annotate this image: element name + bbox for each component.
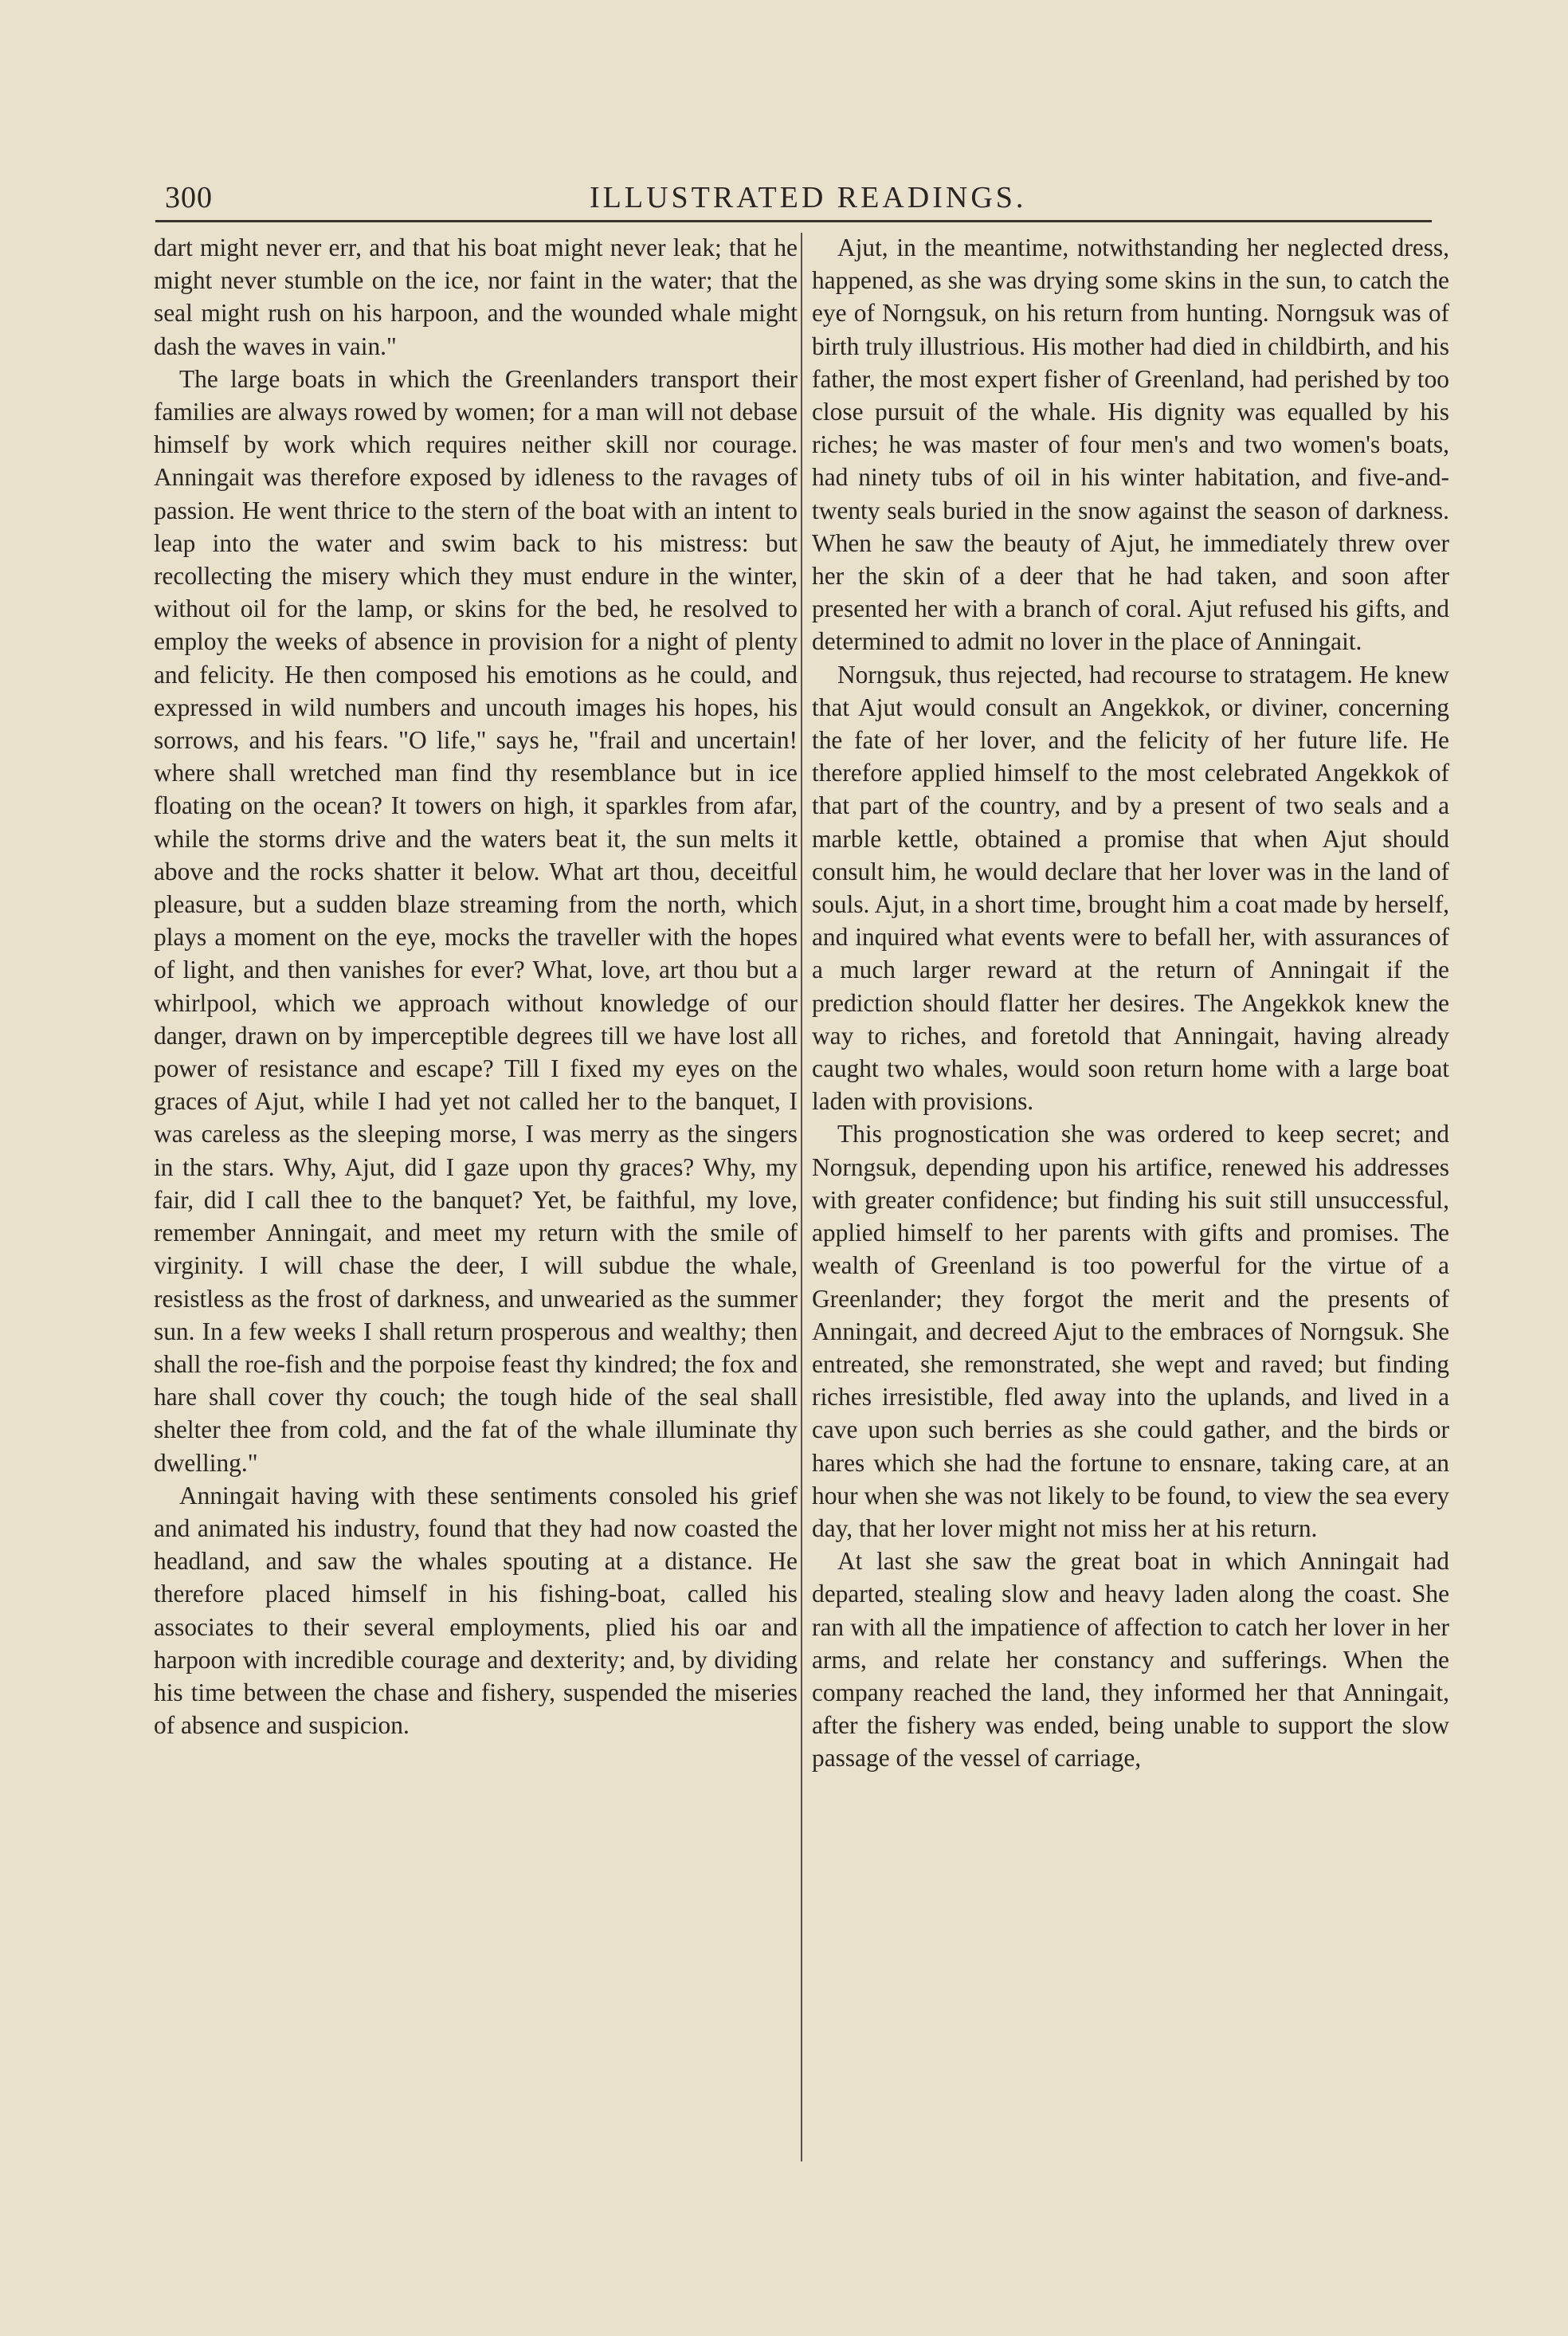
paragraph: Ajut, in the meantime, notwithstanding her neglected dress, happened, as she was drying some skins in the sun, to catch the eye of Norngsuk, on his return from hunting. Norngsuk was of birth truly illustrious. His mother had died in childbirth, and his father, the most expert fisher of Greenland, had perished by too close pursuit of the whale. His dignity was equalled by his riches; he was master of four men's and two women's boats, had ninety tubs of oil in his winter habitation, and five-and-twenty seals buried in the snow against the season of darkness. When he saw the beauty of Ajut, he immediately threw over her the skin of a deer that he had taken, and soon after presented her with a branch of coral. Ajut refused his gifts, and determined to admit no lover in the place of Anningait. (812, 234, 1449, 656)
paragraph: This prognostication she was ordered to keep secret; and Norngsuk, depending upon his artifice, renewed his addresses with greater confidence; but finding his suit still unsuccessful, applied himself to her parents with gifts and promises. The wealth of Greenland is too powerful for the virtue of a Greenlander; they forgot the merit and the presents of Anningait, and decreed Ajut to the embraces of Norngsuk. She entreated, she remonstrated, she wept and raved; but finding riches irresistible, fled away into the uplands, and lived in a cave upon such berries as she could gather, and the birds or hares which she had the fortune to ensnare, taking care, at an hour when she was not likely to be found, to view the sea every day, that her lover might not miss her at his return. (812, 1120, 1449, 1542)
page-number: 300 (165, 181, 213, 214)
left-column (154, 231, 798, 1741)
paragraph: dart might never err, and that his boat might never leak; that he might never stumble on the ice, nor faint in the water; that the seal might rush on his harpoon, and the wounded whale might dash the waves in vain." (154, 234, 798, 360)
column-divider (801, 233, 802, 2161)
right-column (812, 231, 1449, 1775)
paragraph: Anningait having with these sentiments consoled his grief and animated his industry, found that they had now coasted the headland, and saw the whales spouting at a distance. He therefore placed himself in his fishing-boat, called his associates to their several employments, plied his oar and harpoon with incredible courage and dexterity; and, by dividing his time between the chase and fishery, suspended the miseries of absence and suspicion. (154, 1481, 798, 1740)
header-rule (155, 220, 1432, 222)
paragraph: At last she saw the great boat in which Anningait had departed, stealing slow and heavy laden along the coast. She ran with all the impatience of affection to catch her lover in her arms, and relate her constancy and sufferings. When the company reached the land, they informed her that Anningait, after the fishery was ended, being unable to support the slow passage of the vessel of carriage, (812, 1547, 1449, 1773)
paragraph: The large boats in which the Greenlanders transport their families are always rowed by women; for a man will not debase himself by work which requires neither skill nor courage. Anningait was therefore exposed by idleness to the ravages of passion. He went thrice to the stern of the boat with an intent to leap into the water and swim back to his mistress: but recollecting the misery which they must endure in the winter, without oil for the lamp, or skins for the bed, he resolved to employ the weeks of absence in provision for a night of plenty and felicity. He then composed his emotions as he could, and expressed in wild numbers and uncouth images his hopes, his sorrows, and his fears. "O life," says he, "frail and uncertain! where shall wretched man find thy resemblance but in ice floating on the ocean? It towers on high, it sparkles from afar, while the storms drive and the waters beat it, the sun melts it above and the rocks shatter it below. What art thou, deceitful pleasure, but a sudden blaze streaming from the north, which plays a moment on the eye, mocks the traveller with the hopes of light, and then vanishes for ever? What, love, art thou but a whirlpool, which we approach without knowledge of our danger, drawn on by imperceptible degrees till we have lost all power of resistance and escape? Till I fixed my eyes on the graces of Ajut, while I had yet not called her to the banquet, I was careless as the sleeping morse, I was merry as the singers in the stars. Why, Ajut, did I gaze upon thy graces? Why, my fair, did I call thee to the banquet? Yet, be faithful, my love, remember Anningait, and meet my return with the smile of virginity. I will chase the deer, I will subdue the whale, resistless as the frost of darkness, and unwearied as the summer sun. In a few weeks I shall return prosperous and wealthy; then shall the roe-fish and the porpoise feast thy kindred; the fox and hare shall cover thy couch; the tough hide of the seal shall shelter thee from cold, and the fat of the whale illuminate thy dwelling." (154, 364, 798, 1477)
paragraph: Norngsuk, thus rejected, had recourse to stratagem. He knew that Ajut would consult an Angekkok, or diviner, concerning the fate of her lover, and the felicity of her future life. He therefore applied himself to the most celebrated Angekkok of that part of the country, and by a present of two seals and a marble kettle, obtained a promise that when Ajut should consult him, he would declare that her lover was in the land of souls. Ajut, in a short time, brought him a coat made by herself, and inquired what events were to befall her, with assurances of a much larger reward at the return of Anningait if the prediction should flatter her desires. The Angekkok knew the way to riches, and foretold that Anningait, having already caught two whales, would soon return home with a large boat laden with provisions. (812, 660, 1449, 1116)
page-header (155, 174, 1430, 222)
running-title: ILLUSTRATED READINGS. (590, 181, 1027, 214)
